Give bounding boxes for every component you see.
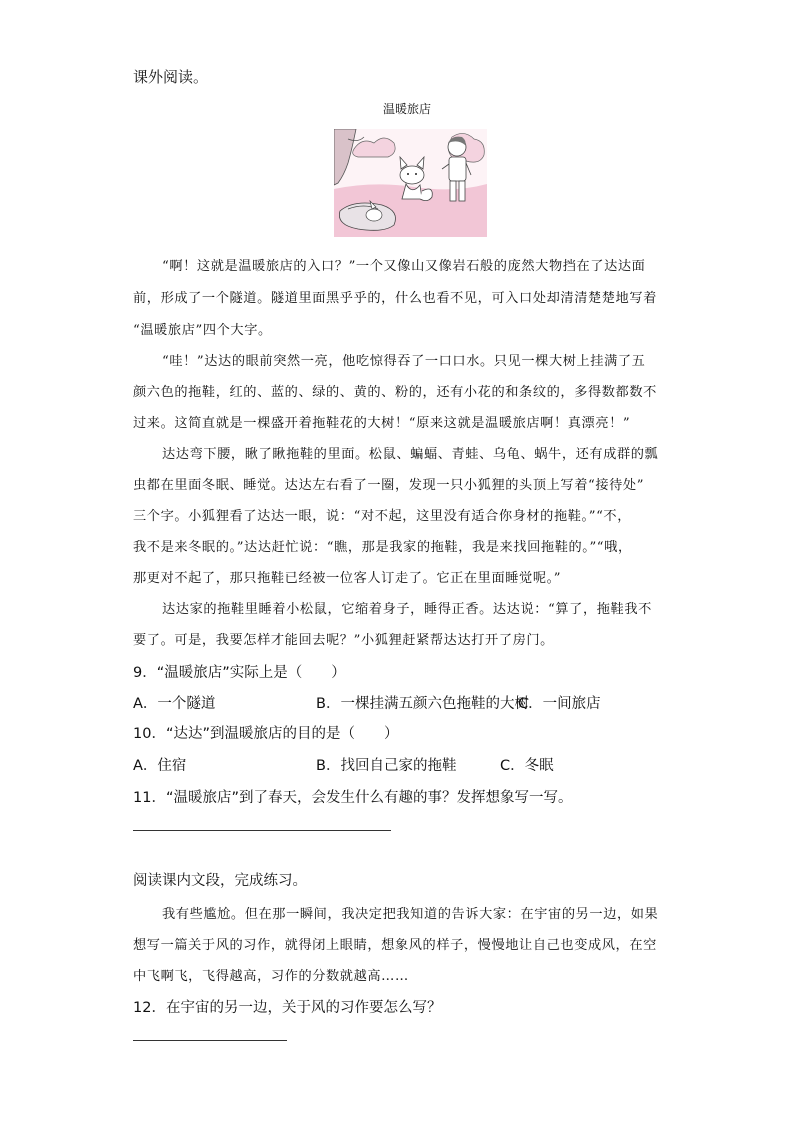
passage-line: 三个字。小狐狸看了达达一眼，说：“对不起，这里没有适合你身材的拖鞋。”“不， — [133, 509, 631, 524]
question-9-stem: 9．“温暖旅店”实际上是（ ） — [133, 665, 346, 681]
passage-line: 我不是来冬眠的。”达达赶忙说：“瞧，那是我家的拖鞋，我是来找回拖鞋的。”“哦， — [133, 540, 632, 555]
question-10-stem: 10．“达达”到温暖旅店的目的是（ ） — [133, 726, 399, 742]
fox-boy-illustration — [334, 129, 487, 237]
passage-line: 中飞啊飞，飞得越高，习作的分数就越高…… — [133, 969, 409, 984]
story-title: 温暖旅店 — [383, 102, 432, 116]
passage-line: 前，形成了一个隧道。隧道里面黑乎乎的，什么也看不见，可入口处却清清楚楚地写着 — [133, 291, 657, 306]
section-heading: 阅读课内文段，完成练习。 — [133, 873, 307, 889]
question-9-option-a[interactable]: A．一个隧道 — [133, 696, 216, 712]
passage-line: “啊！这就是温暖旅店的入口？”一个又像山又像岩石般的庞然大物挡在了达达面 — [162, 259, 646, 274]
passage-line: 颜六色的拖鞋，红的、蓝的、绿的、黄的、粉的，还有小花的和条纹的，多得数都数不 — [133, 385, 657, 400]
passage-line: 达达家的拖鞋里睡着小松鼠，它缩着身子，睡得正香。达达说：“算了，拖鞋我不 — [162, 602, 652, 617]
answer-line-12[interactable] — [133, 1040, 287, 1041]
passage-line: 那更对不起了，那只拖鞋已经被一位客人订走了。它正在里面睡觉呢。” — [133, 571, 562, 586]
question-9-option-c[interactable]: C．一间旅店 — [518, 696, 601, 712]
passage-line: 达达弯下腰，瞅了瞅拖鞋的里面。松鼠、蝙蝠、青蛙、乌龟、蜗牛，还有成群的瓢 — [162, 447, 659, 462]
passage-line: 想写一篇关于风的习作，就得闭上眼睛，想象风的样子，慢慢地让自己也变成风，在空 — [133, 938, 657, 953]
passage-line: 我有些尴尬。但在那一瞬间，我决定把我知道的告诉大家：在宇宙的另一边，如果 — [162, 907, 659, 922]
question-11-stem: 11．“温暖旅店”到了春天，会发生什么有趣的事？发挥想象写一写。 — [133, 790, 573, 806]
answer-line-11[interactable] — [133, 830, 391, 831]
passage-line: 虫都在里面冬眠、睡觉。达达左右看了一圈，发现一只小狐狸的头顶上写着“接待处” — [133, 478, 645, 493]
question-12-stem: 12．在宇宙的另一边，关于风的习作要怎么写？ — [133, 1000, 442, 1016]
question-10-option-b[interactable]: B．找回自己家的拖鞋 — [316, 758, 457, 774]
question-9-option-b[interactable]: B．一棵挂满五颜六色拖鞋的大树 — [316, 696, 529, 712]
passage-line: “哇！”达达的眼前突然一亮，他吃惊得吞了一口口水。只见一棵大树上挂满了五 — [162, 354, 646, 369]
passage-line: 过来。这简直就是一棵盛开着拖鞋花的大树！“原来这就是温暖旅店啊！真漂亮！” — [133, 416, 631, 431]
section-heading: 课外阅读。 — [133, 68, 209, 86]
question-10-option-a[interactable]: A．住宿 — [133, 758, 187, 774]
passage-line: “温暖旅店”四个大字。 — [133, 323, 272, 338]
passage-line: 要了。可是，我要怎样才能回去呢？”小狐狸赶紧帮达达打开了房门。 — [133, 633, 554, 648]
question-10-option-c[interactable]: C．冬眠 — [500, 758, 554, 774]
